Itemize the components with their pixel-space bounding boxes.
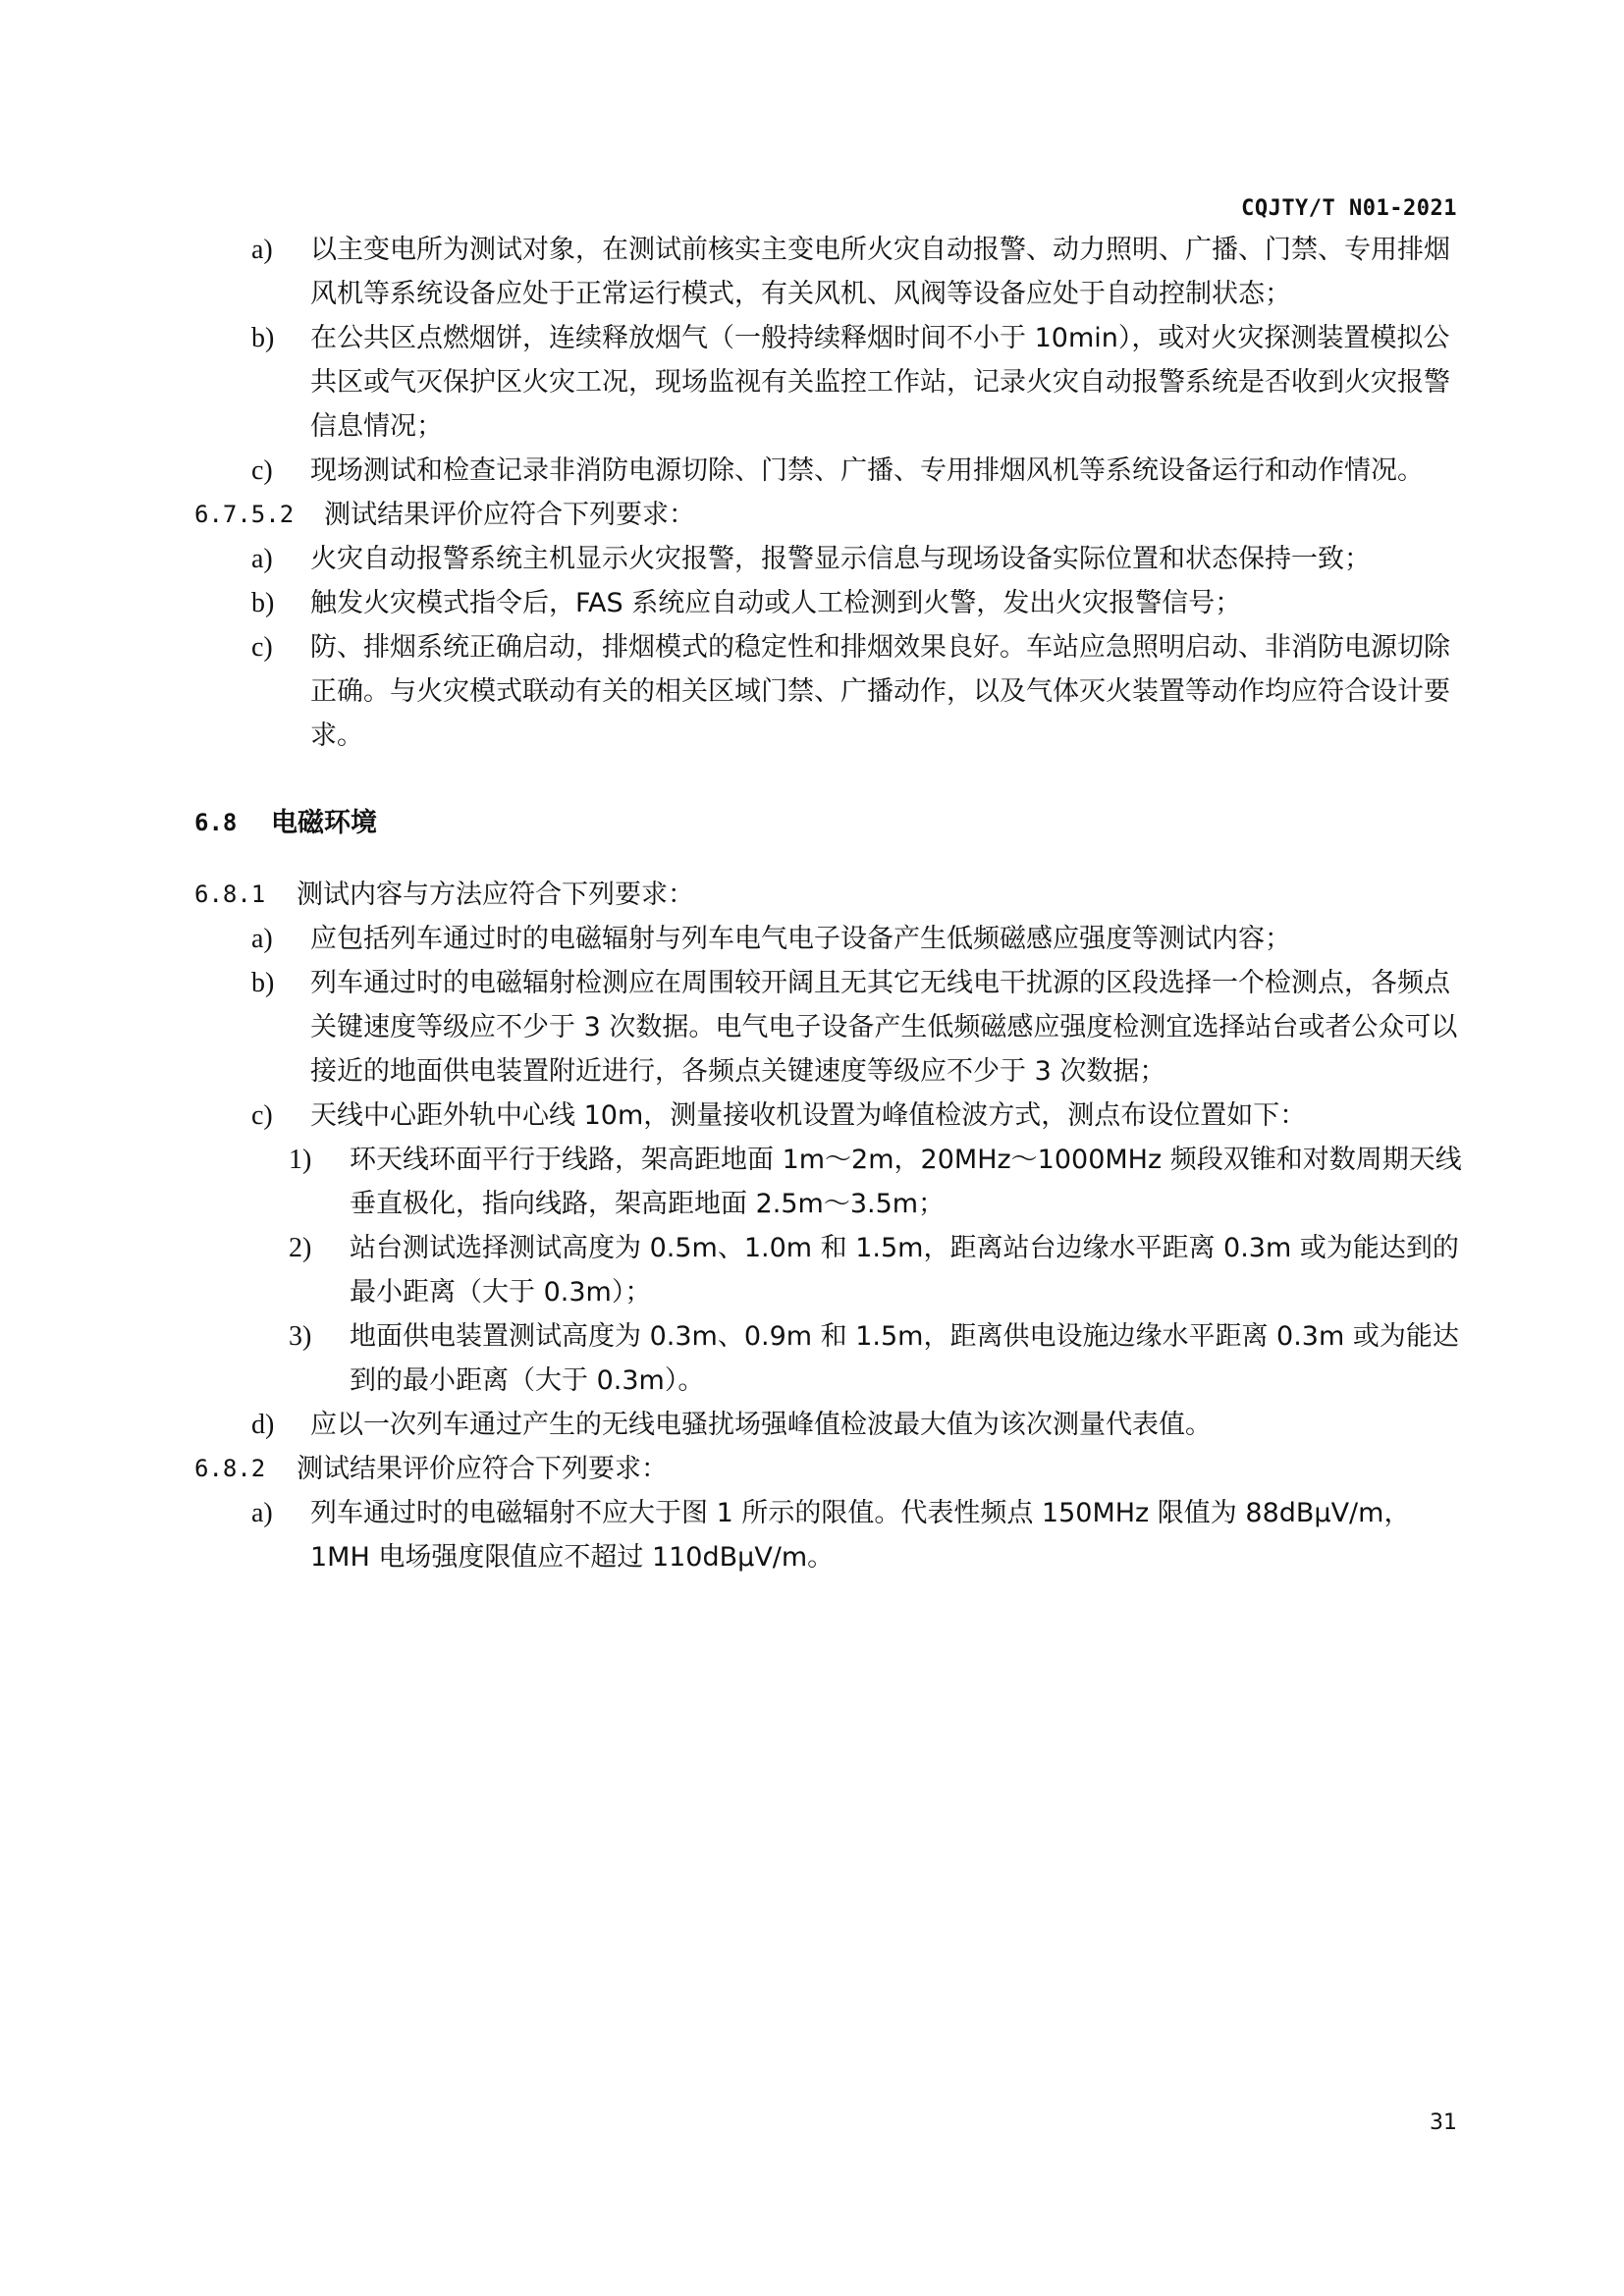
sub-list-item	[0, 1138, 1624, 1226]
list-text: 火灾自动报警系统主机显示火灾报警，报警显示信息与现场设备实际位置和状态保持一致；	[310, 544, 1371, 574]
list-text: 现场测试和检查记录非消防电源切除、门禁、广播、专用排烟风机等系统设备运行和动作情况。	[310, 455, 1424, 486]
clause-text: 测试内容与方法应符合下列要求：	[297, 880, 694, 910]
list-text: 应包括列车通过时的电磁辐射与列车电气电子设备产生低频磁感应强度等测试内容；	[310, 924, 1291, 954]
sub-list-marker: 3)	[289, 1321, 312, 1352]
clause-number: 6.8.2	[194, 1455, 266, 1482]
list-text: 防、排烟系统正确启动，排烟模式的稳定性和排烟效果良好。车站应急照明启动、非消防电源切除正确。与火灾模式联动有关的相关区域门禁、广播动作，以及气体灭火装置等动作均应符合设计要求。	[310, 632, 1450, 751]
list-marker: c)	[251, 1100, 273, 1131]
list-marker: c)	[251, 455, 273, 486]
list-item	[0, 625, 1624, 758]
list-item	[0, 581, 1624, 625]
list-text: 应以一次列车通过产生的无线电骚扰场强峰值检波最大值为该次测量代表值。	[310, 1410, 1212, 1440]
clause-number: 6.8.1	[194, 881, 266, 908]
list-text: 列车通过时的电磁辐射检测应在周围较开阔且无其它无线电干扰源的区段选择一个检测点，各频点关键速度等级应不少于 3 次数据。电气电子设备产生低频磁感应强度检测宜选择站台或者公众可以接近的地面供电装置附近进行，各频点关键速度等级应不少于 3 次数据；	[310, 968, 1458, 1087]
sub-list-marker: 1)	[289, 1145, 312, 1175]
sub-list-text: 环天线环面平行于线路，架高距地面 1m～2m，20MHz～1000MHz 频段双锥和对数周期天线垂直极化，指向线路，架高距地面 2.5m～3.5m；	[350, 1145, 1462, 1219]
list-item	[0, 537, 1624, 581]
list-text: 列车通过时的电磁辐射不应大于图 1 所示的限值。代表性频点 150MHz 限值为 88dBμV/m，1MH 电场强度限值应不超过 110dBμV/m。	[310, 1498, 1411, 1573]
list-text: 以主变电所为测试对象，在测试前核实主变电所火灾自动报警、动力照明、广播、门禁、专用排烟风机等系统设备应处于正常运行模式，有关风机、风阀等设备应处于自动控制状态；	[310, 235, 1450, 309]
clause-6-8-2	[0, 1447, 1624, 1491]
section-title: 电磁环境	[271, 808, 377, 838]
sub-list-item	[0, 1226, 1624, 1314]
list-item	[0, 1491, 1624, 1579]
list-marker: b)	[251, 323, 275, 353]
clause-text: 测试结果评价应符合下列要求：	[297, 1454, 668, 1484]
list-item	[0, 1403, 1624, 1447]
list-text: 触发火灾模式指令后，FAS 系统应自动或人工检测到火警，发出火灾报警信号；	[310, 588, 1242, 618]
sub-list-text: 站台测试选择测试高度为 0.5m、1.0m 和 1.5m，距离站台边缘水平距离 0.3m 或为能达到的最小距离（大于 0.3m）；	[350, 1233, 1459, 1308]
sub-list-text: 地面供电装置测试高度为 0.3m、0.9m 和 1.5m，距离供电设施边缘水平距离 0.3m 或为能达到的最小距离（大于 0.3m）。	[350, 1321, 1459, 1396]
list-marker: b)	[251, 968, 275, 998]
list-item	[0, 228, 1624, 316]
clause-text: 测试结果评价应符合下列要求：	[324, 500, 695, 530]
list-item	[0, 316, 1624, 449]
page-number: 31	[1430, 2110, 1457, 2135]
list-item	[0, 449, 1624, 493]
list-marker: b)	[251, 588, 275, 618]
section-number: 6.8	[194, 809, 238, 836]
page-content	[0, 228, 1624, 1579]
list-marker: d)	[251, 1410, 275, 1440]
list-marker: a)	[251, 924, 273, 954]
list-text: 在公共区点燃烟饼，连续释放烟气（一般持续释烟时间不小于 10min），或对火灾探测装置模拟公共区或气灭保护区火灾工况，现场监视有关监控工作站，记录火灾自动报警系统是否收到火灾报警信息情况；	[310, 323, 1450, 442]
list-item	[0, 917, 1624, 961]
sub-list-marker: 2)	[289, 1233, 312, 1263]
clause-6-7-5-2	[0, 493, 1624, 537]
list-item	[0, 961, 1624, 1094]
list-marker: c)	[251, 632, 273, 663]
section-heading-6-8	[0, 801, 1624, 845]
list-text: 天线中心距外轨中心线 10m，测量接收机设置为峰值检波方式，测点布设位置如下：	[310, 1100, 1307, 1131]
list-item	[0, 1094, 1624, 1138]
list-marker: a)	[251, 1498, 273, 1528]
list-marker: a)	[251, 544, 273, 574]
sub-list-item	[0, 1314, 1624, 1403]
clause-6-8-1	[0, 873, 1624, 917]
list-marker: a)	[251, 235, 273, 265]
clause-number: 6.7.5.2	[194, 501, 295, 528]
document-code: CQJTY/T N01-2021	[1241, 196, 1457, 221]
